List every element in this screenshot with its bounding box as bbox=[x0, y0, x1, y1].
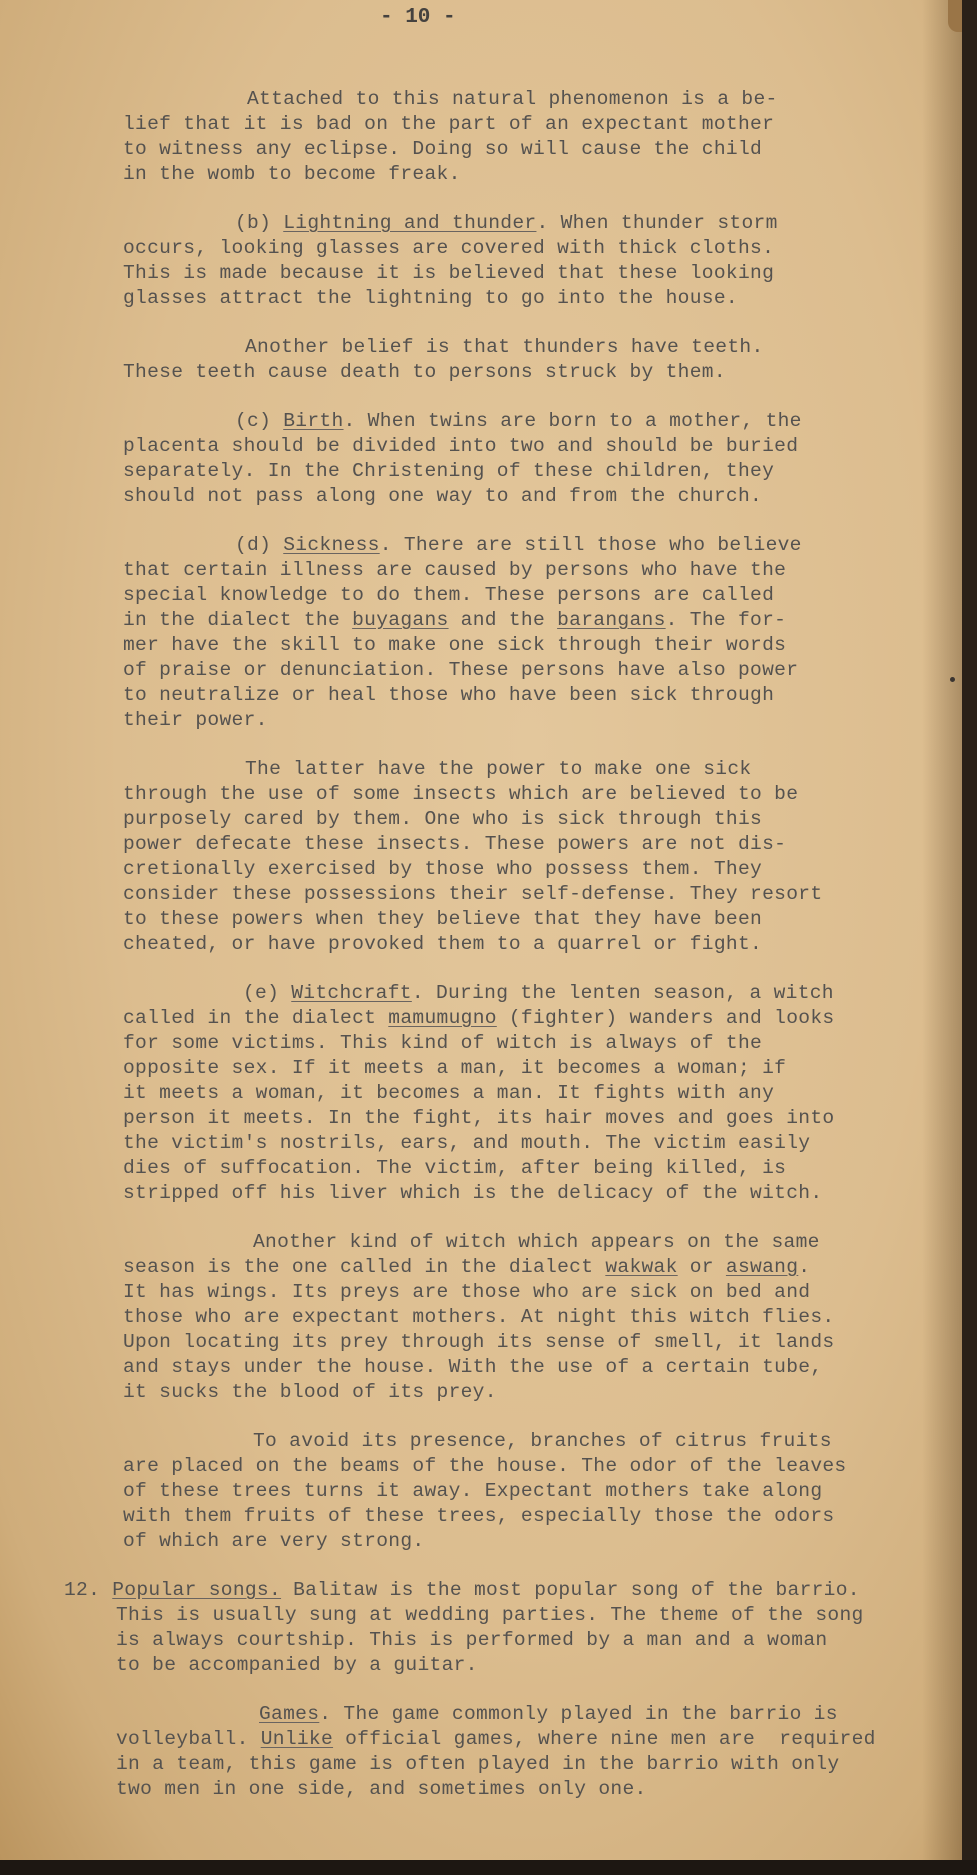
item-label: (b) bbox=[235, 212, 284, 234]
text-run: and the bbox=[448, 609, 558, 631]
text-line: This is made because it is believed that these looking bbox=[123, 262, 775, 284]
text-run: . The game commonly played in the barrio is bbox=[319, 1703, 838, 1725]
page-edge-shadow bbox=[922, 0, 962, 1860]
text-line: separately. In the Christening of these children, they bbox=[123, 460, 775, 482]
text-line: it sucks the blood of its prey. bbox=[123, 1381, 497, 1403]
text-line bbox=[243, 981, 834, 1005]
section-heading: Popular songs. bbox=[112, 1579, 282, 1601]
text-line: power defecate these insects. These powers are not dis- bbox=[123, 833, 787, 855]
text-line: Another kind of witch which appears on the same bbox=[253, 1231, 820, 1253]
text-run: official games, where nine men are required bbox=[333, 1728, 876, 1750]
dialect-term: aswang bbox=[725, 1256, 799, 1278]
text-run: . When thunder storm bbox=[536, 212, 778, 234]
text-line: the victim's nostrils, ears, and mouth. The victim easily bbox=[123, 1132, 811, 1154]
text-run: . When twins are born to a mother, the bbox=[343, 410, 802, 432]
text-line: two men in one side, and sometimes only one. bbox=[116, 1778, 647, 1800]
ink-dot bbox=[950, 677, 955, 682]
text-run: in the dialect the bbox=[123, 609, 353, 631]
text-line: in a team, this game is often played in the barrio with only bbox=[116, 1753, 840, 1775]
dialect-term: barangans bbox=[557, 609, 666, 631]
underlined-word: Unlike bbox=[260, 1728, 334, 1750]
text-line bbox=[64, 1578, 860, 1602]
item-label: (c) bbox=[235, 410, 284, 432]
text-line: opposite sex. If it meets a man, it becomes a woman; if bbox=[123, 1057, 787, 1079]
text-run: volleyball. bbox=[116, 1728, 261, 1750]
text-line: those who are expectant mothers. At night this witch flies. bbox=[123, 1306, 835, 1328]
text-line: It has wings. Its preys are those who are sick on bed and bbox=[123, 1281, 811, 1303]
text-line: special knowledge to do them. These persons are called bbox=[123, 584, 775, 606]
text-line: is always courtship. This is performed by a man and a woman bbox=[116, 1629, 828, 1651]
text-line: for some victims. This kind of witch is always of the bbox=[123, 1032, 763, 1054]
text-line: with them fruits of these trees, especially those the odors bbox=[123, 1505, 835, 1527]
text-line: Upon locating its prey through its sense of smell, it lands bbox=[123, 1331, 835, 1353]
text-line: This is usually sung at wedding parties. The theme of the song bbox=[116, 1604, 864, 1626]
text-line: of which are very strong. bbox=[123, 1530, 425, 1552]
text-line bbox=[116, 1727, 876, 1751]
text-line: consider these possessions their self-defense. They resort bbox=[123, 883, 823, 905]
scan-bottom-border bbox=[0, 1860, 977, 1875]
text-line: mer have the skill to make one sick through their words bbox=[123, 634, 787, 656]
text-line: stripped off his liver which is the delicacy of the witch. bbox=[123, 1182, 823, 1204]
text-line: through the use of some insects which are believed to be bbox=[123, 783, 799, 805]
text-line: are placed on the beams of the house. The odor of the leaves bbox=[123, 1455, 847, 1477]
text-run: (fighter) wanders and looks bbox=[496, 1007, 835, 1029]
text-line bbox=[235, 533, 802, 557]
text-line: in the womb to become freak. bbox=[123, 163, 461, 185]
dialect-term: wakwak bbox=[605, 1256, 678, 1278]
text-line: These teeth cause death to persons struck by them. bbox=[123, 361, 726, 383]
text-run: Balitaw is the most popular song of the barrio. bbox=[281, 1579, 860, 1601]
text-line: dies of suffocation. The victim, after being killed, is bbox=[123, 1157, 787, 1179]
text-line: Another belief is that thunders have teeth. bbox=[245, 336, 764, 358]
text-line: of praise or denunciation. These persons have also power bbox=[123, 659, 799, 681]
text-line: lief that it is bad on the part of an expectant mother bbox=[123, 113, 775, 135]
text-line bbox=[123, 1006, 834, 1030]
text-line: their power. bbox=[123, 709, 268, 731]
text-line: to be accompanied by a guitar. bbox=[116, 1654, 478, 1676]
text-line bbox=[235, 409, 802, 433]
text-line: To avoid its presence, branches of citrus fruits bbox=[253, 1430, 832, 1452]
text-line: it meets a woman, it becomes a man. It fights with any bbox=[123, 1082, 775, 1104]
text-line bbox=[235, 211, 778, 235]
text-run: . The for- bbox=[665, 609, 787, 631]
text-line: and stays under the house. With the use of a certain tube, bbox=[123, 1356, 823, 1378]
text-run: . bbox=[798, 1256, 811, 1278]
text-line: cretionally exercised by those who possess them. They bbox=[123, 858, 763, 880]
text-line: to these powers when they believe that they have been bbox=[123, 908, 763, 930]
item-label: (d) bbox=[235, 534, 284, 556]
text-line: of these trees turns it away. Expectant mothers take along bbox=[123, 1480, 823, 1502]
text-line: The latter have the power to make one sick bbox=[245, 758, 752, 780]
dialect-term: mamumugno bbox=[388, 1007, 497, 1029]
text-line: purposely cared by them. One who is sick through this bbox=[123, 808, 763, 830]
text-run: called in the dialect bbox=[123, 1007, 389, 1029]
text-line: that certain illness are caused by persons who have the bbox=[123, 559, 787, 581]
text-line: to neutralize or heal those who have been sick through bbox=[123, 684, 775, 706]
section-heading: Games bbox=[259, 1703, 320, 1725]
text-line: placenta should be divided into two and should be buried bbox=[123, 435, 799, 457]
section-heading: Sickness bbox=[283, 534, 380, 556]
text-line: to witness any eclipse. Doing so will cause the child bbox=[123, 138, 763, 160]
text-line: cheated, or have provoked them to a quarrel or fight. bbox=[123, 933, 763, 955]
text-line bbox=[259, 1702, 838, 1726]
item-label: (e) bbox=[243, 982, 292, 1004]
text-run: . There are still those who believe bbox=[379, 534, 802, 556]
folded-corner bbox=[948, 0, 962, 32]
text-run: season is the one called in the dialect bbox=[123, 1256, 606, 1278]
text-line: glasses attract the lightning to go into the house. bbox=[123, 287, 738, 309]
section-heading: Birth bbox=[283, 410, 344, 432]
section-heading: Lightning and thunder bbox=[283, 212, 537, 234]
text-run: . During the lenten season, a witch bbox=[411, 982, 834, 1004]
text-line bbox=[123, 608, 786, 632]
text-line bbox=[123, 1255, 810, 1279]
section-heading: Witchcraft bbox=[291, 982, 412, 1004]
text-line: Attached to this natural phenomenon is a be- bbox=[247, 88, 778, 110]
page-number: - 10 - bbox=[380, 6, 456, 29]
text-run: or bbox=[677, 1256, 726, 1278]
dialect-term: buyagans bbox=[352, 609, 449, 631]
item-label: 12. bbox=[64, 1579, 113, 1601]
text-line: occurs, looking glasses are covered with thick cloths. bbox=[123, 237, 775, 259]
text-line: should not pass along one way to and from the church. bbox=[123, 485, 763, 507]
text-line: person it meets. In the fight, its hair moves and goes into bbox=[123, 1107, 835, 1129]
